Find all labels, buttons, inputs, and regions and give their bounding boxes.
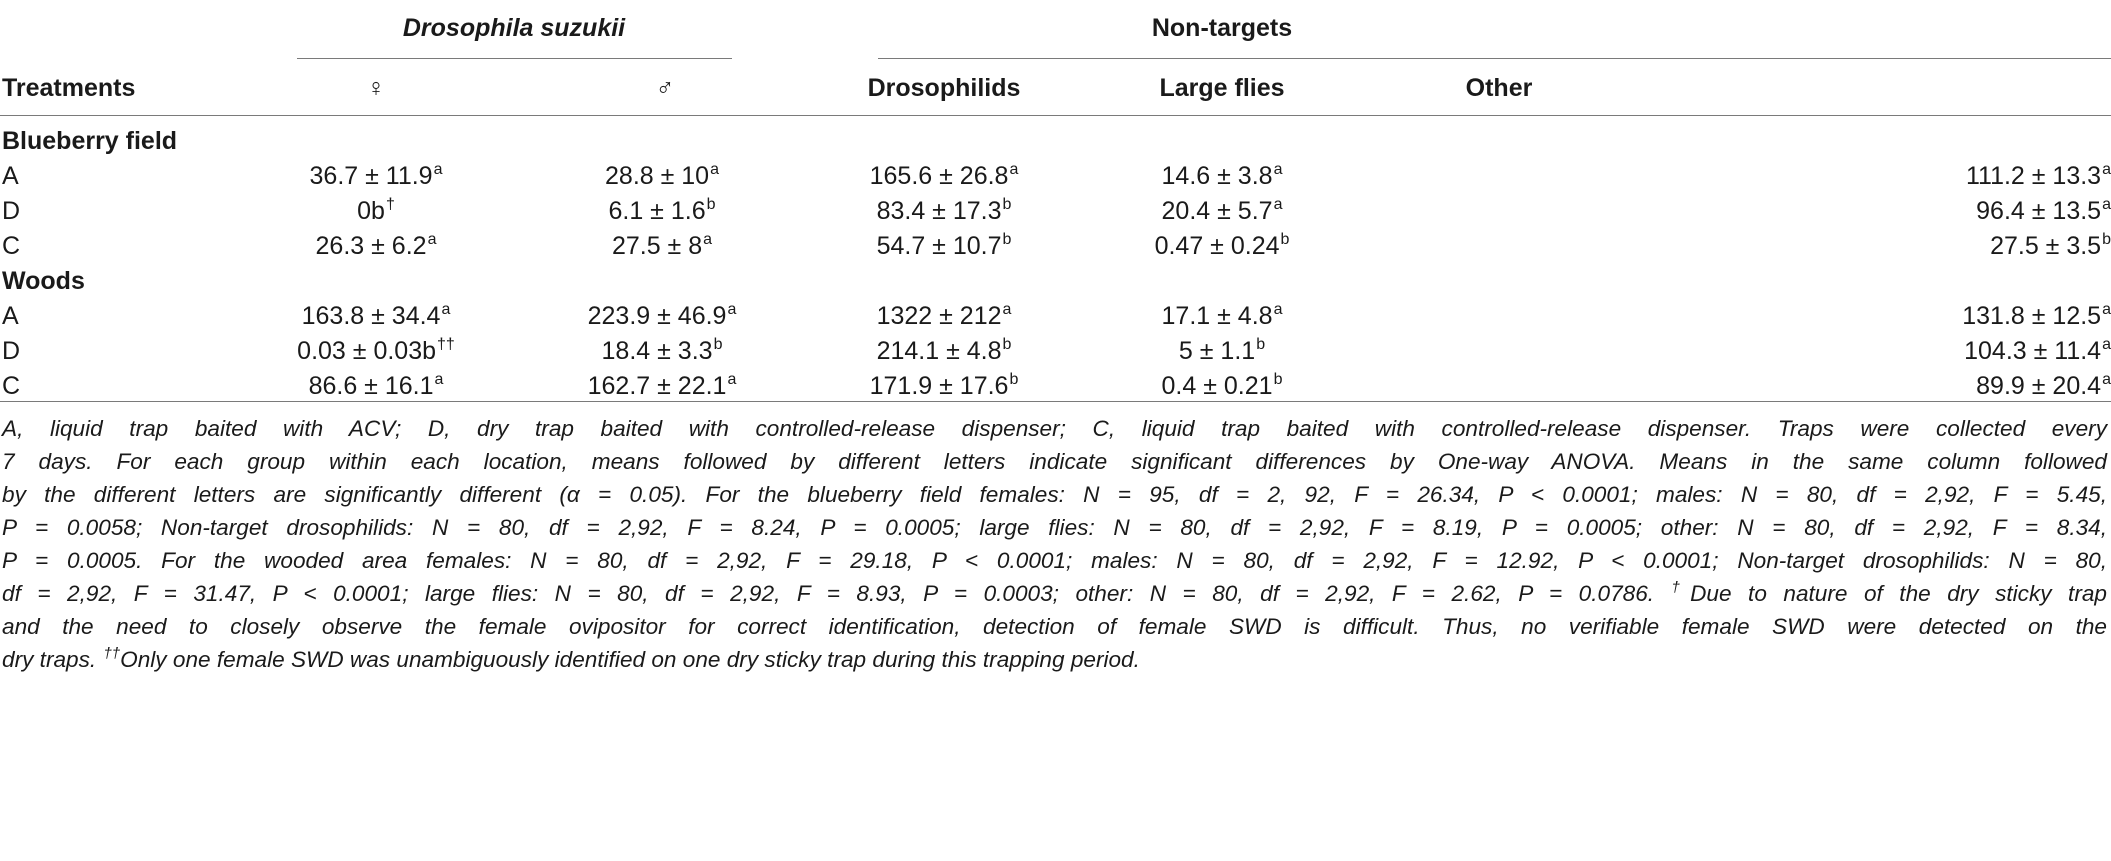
treatment-cell: D [2, 197, 21, 225]
large-flies-cell: 17.1 ± 4.8$^a$ [1161, 301, 1283, 330]
male-cell: 18.4 ± 3.3$^b$ [601, 336, 723, 365]
column-header-other: Other [1465, 74, 1533, 102]
female-cell: 36.7 ± 11.9$^a$ [309, 161, 443, 190]
column-header-male: ♂ [655, 74, 675, 102]
female-cell: 0b† [357, 196, 395, 225]
other-cell: 96.4 ± 13.5$^a$ [1976, 196, 2111, 225]
male-cell: $28.8 \pm 10^a$ [605, 161, 719, 190]
column-header-drosophilids: Drosophilids [867, 74, 1021, 102]
large-flies-cell: 14.6 ± 3.8$^a$ [1161, 161, 1283, 190]
large-flies-cell: 0.47 ± 0.24$^b$ [1154, 231, 1290, 260]
other-cell: 131.8 ± 12.5$^a$ [1962, 301, 2111, 330]
female-cell: 26.3 ± 6.2$^a$ [315, 231, 437, 260]
caption-line: by the different letters are significantly different (α = 0.05). For the blueberry field females: N = 95, df = 2, 92, F = 26.34, P < 0.0001; males: N = 80, df = 2,92, F = 5.45, [2, 482, 2107, 507]
other-cell: 89.9 ± 20.4$^a$ [1976, 371, 2111, 400]
double-dagger-footnote-mark: †† [103, 645, 121, 662]
table-caption [2, 412, 2107, 676]
drosophilids-cell: $1322 \pm 212^a$ [876, 301, 1012, 330]
caption-line: P = 0.0058; Non-target drosophilids: N = 80, df = 2,92, F = 8.24, P = 0.0005; large flies: N = 80, df = 2,92, F = 8.19, P = 0.0005; other: N = 80, df = 2,92, F = 8.34, [2, 515, 2107, 540]
section-label-woods: Woods [2, 267, 85, 295]
large-flies-cell: 20.4 ± 5.7$^a$ [1161, 196, 1283, 225]
female-cell: 0.03 ± 0.03b†† [297, 336, 455, 365]
male-cell: $27.5 \pm 8^a$ [611, 231, 713, 260]
treatment-cell: A [2, 302, 19, 330]
treatment-cell: C [2, 372, 21, 400]
other-cell: 27.5 ± 3.5$^b$ [1990, 231, 2111, 260]
large-flies-cell: 0.4 ± 0.21$^b$ [1161, 371, 1283, 400]
column-header-large-flies: Large flies [1159, 74, 1285, 102]
male-cell: 223.9 ± 46.9$^a$ [587, 301, 737, 330]
drosophilids-cell: 83.4 ± 17.3$^b$ [876, 196, 1012, 225]
other-cell: 111.2 ± 13.3$^a$ [1965, 161, 2111, 190]
drosophilids-cell: 165.6 ± 26.8$^a$ [869, 161, 1019, 190]
caption-line: df = 2,92, F = 31.47, P < 0.0001; large flies: N = 80, df = 2,92, F = 8.93, P = 0.0003; other: N = 80, df = 2,92, F = 2.62, P = 0.0786. †Due to nature of the dry sticky trap [2, 579, 2107, 606]
rule-drosophila-suzukii [297, 58, 732, 59]
rule-table-bottom [0, 401, 2111, 402]
section-label-blueberry-field: Blueberry field [2, 127, 178, 155]
dagger-footnote-mark: † [1671, 579, 1691, 596]
caption-line: and the need to closely observe the female ovipositor for correct identification, detection of female SWD is difficult. Thus, no verifiable female SWD were detected on the [2, 614, 2107, 639]
drosophilids-cell: 54.7 ± 10.7$^b$ [876, 231, 1012, 260]
caption-line: A, liquid trap baited with ACV; D, dry trap baited with controlled-release dispenser; C, liquid trap baited with controlled-release dispenser. Traps were collected every [2, 416, 2107, 441]
large-flies-cell: 5 ± 1.1$^b$ [1178, 336, 1266, 365]
female-cell: 163.8 ± 34.4$^a$ [301, 301, 451, 330]
male-cell: 6.1 ± 1.6$^b$ [608, 196, 716, 225]
caption-line: 7 days. For each group within each location, means followed by different letters indicate significant differences by One-way ANOVA. Means in the same column followed [2, 449, 2107, 474]
rule-non-targets [878, 58, 2111, 59]
male-cell: 162.7 ± 22.1$^a$ [587, 371, 737, 400]
drosophilids-cell: 214.1 ± 4.8$^b$ [876, 336, 1012, 365]
other-cell: 104.3 ± 11.4$^a$ [1964, 336, 2111, 365]
caption-line: dry traps. ††Only one female SWD was unambiguously identified on one dry sticky trap during this trapping period. [2, 645, 1140, 672]
treatment-cell: A [2, 162, 19, 190]
group-header-drosophila-suzukii: Drosophila suzukii [402, 14, 626, 42]
drosophilids-cell: 171.9 ± 17.6$^b$ [869, 371, 1019, 400]
column-header-female: ♀ [366, 74, 386, 102]
column-header-treatments: Treatments [2, 74, 136, 102]
group-header-non-targets: Non-targets [1151, 14, 1293, 42]
caption-line: P = 0.0005. For the wooded area females: N = 80, df = 2,92, F = 29.18, P < 0.0001; males: N = 80, df = 2,92, F = 12.92, P < 0.0001; Non-target drosophilids: N = 80, [2, 548, 2107, 573]
rule-header-bottom [0, 115, 2111, 116]
treatment-cell: C [2, 232, 21, 260]
female-cell: 86.6 ± 16.1$^a$ [308, 371, 444, 400]
treatment-cell: D [2, 337, 21, 365]
